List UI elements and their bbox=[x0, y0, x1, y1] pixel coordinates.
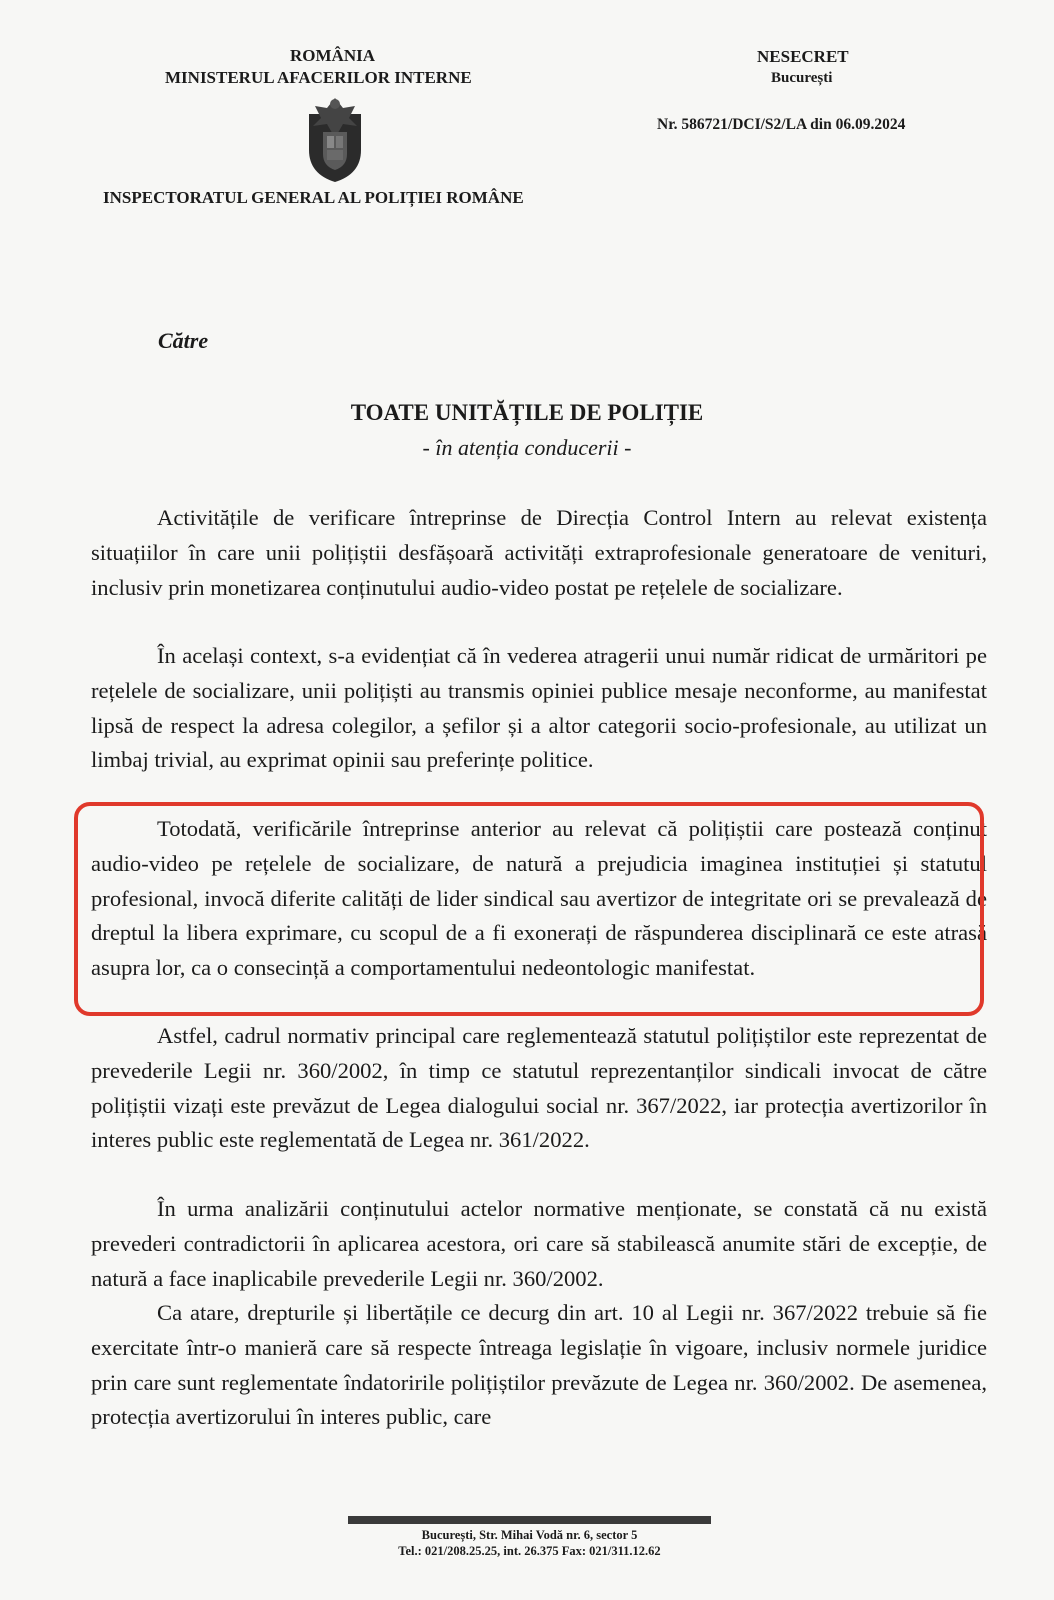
coat-of-arms-icon bbox=[303, 92, 367, 184]
footer-contacts: Tel.: 021/208.25.25, int. 26.375 Fax: 021/311.12.62 bbox=[398, 1544, 661, 1558]
classification-label: NESECRET bbox=[757, 47, 849, 66]
recipient-title: TOATE UNITĂȚILE DE POLIȚIE bbox=[350, 400, 704, 425]
body-paragraph: Activitățile de verificare întreprinse de Direcția Control Intern au relevat existența situațiilor în care unii polițiștii desfășoară activități extraprofesionale generatoare de venituri, inclusiv prin monetizarea conținutului audio-video postat pe rețelele de socializare. bbox=[91, 505, 987, 600]
body-paragraph: În același context, s-a evidențiat că în vederea atragerii unui număr ridicat de urmăritori pe rețelele de socializare, unii polițiști au transmis opiniei publice mesaje neconforme, au manifestat lipsă de respect la adresa colegilor, a șefilor și a altor categorii socio-profesionale, au utilizat un limbaj trivial, au exprimat opinii sau preferințe politice. bbox=[91, 643, 987, 773]
footer-address: București, Str. Mihai Vodă nr. 6, sector 5 bbox=[421, 1528, 638, 1542]
recipient-note: - în atenția conducerii - bbox=[422, 435, 632, 460]
header-country: ROMÂNIA bbox=[290, 46, 375, 65]
registration-number: Nr. 586721/DCI/S2/LA din 06.09.2024 bbox=[657, 116, 906, 133]
header-ministry: MINISTERUL AFACERILOR INTERNE bbox=[165, 68, 472, 87]
body-paragraph-highlighted: Totodată, verificările întreprinse anterior au relevat că polițiștii care postează conținut audio-video pe rețelele de socializare, de natură a prejudicia imaginea instituției și statutul profesional, invocă diferite calități de lider sindical sau avertizor de integritate ori se prevalează de dreptul la libera exprimare, cu scopul de a fi exonerați de răspunderea disciplinară ce este atrasă asupra lor, ca o consecință a comportamentului nedeontologic manifestat. bbox=[91, 816, 987, 981]
highlight-box bbox=[74, 802, 984, 1016]
body-paragraph: Ca atare, drepturile și libertățile ce decurg din art. 10 al Legii nr. 367/2022 trebuie să fie exercitate într-o manieră care să respecte întreaga legislație în vigoare, inclusiv normele juridice prin care sunt reglementate îndatoririle polițiștilor prevăzute de Legea nr. 360/2002. De asemenea, protecția avertizorului în interes public, care bbox=[91, 1300, 987, 1430]
header-city: București bbox=[771, 70, 833, 86]
body-paragraph: Astfel, cadrul normativ principal care reglementează statutul polițiștilor este reprezentat de prevederile Legii nr. 360/2002, în timp ce statutul reprezentanților sindicali invocat de către polițiștii vizați este prevăzut de Legea dialogului social nr. 367/2022, iar protecția avertizorilor în interes public este reglementată de Legea nr. 361/2022. bbox=[91, 1023, 987, 1153]
salutation: Către bbox=[158, 328, 209, 353]
body-paragraph: În urma analizării conținutului actelor normative menționate, se constată că nu există prevederi contradictorii în aplicarea acestora, ori care să stabilească anumite stări de excepție, de natură a face inaplicabile prevederile Legii nr. 360/2002. bbox=[91, 1196, 987, 1291]
header-inspectorate: INSPECTORATUL GENERAL AL POLIȚIEI ROMÂNE bbox=[103, 188, 524, 207]
footer-divider bbox=[348, 1516, 711, 1524]
